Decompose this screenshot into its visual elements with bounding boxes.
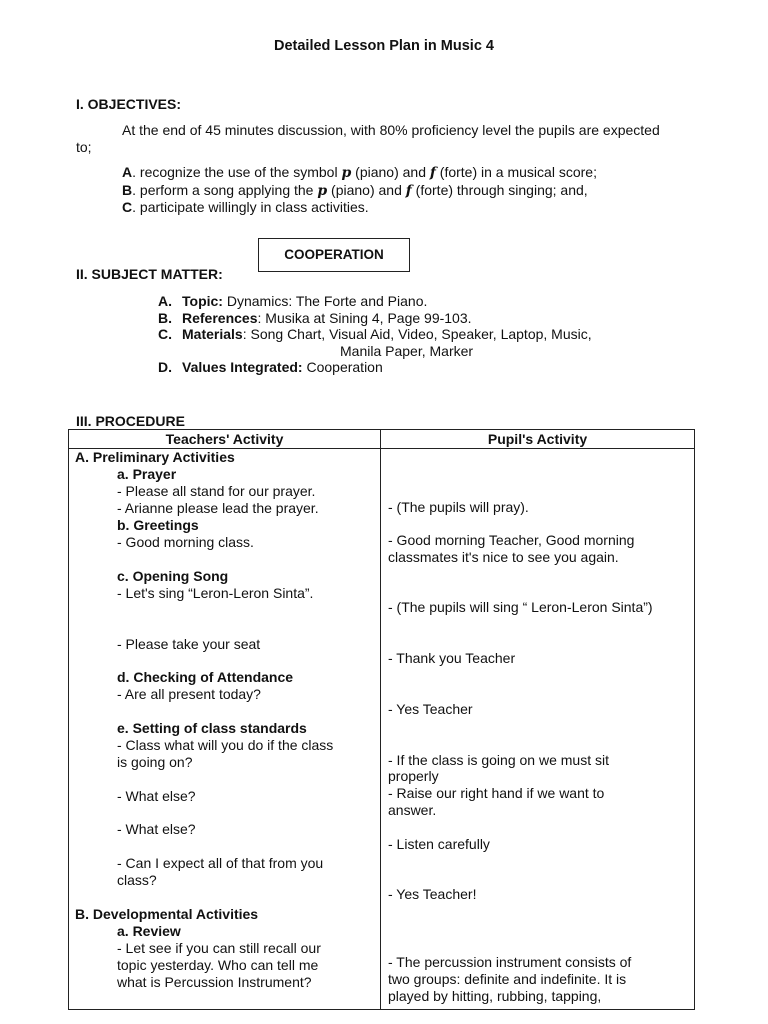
subject-matter-list — [158, 293, 688, 376]
pupil-activity-line: properly — [388, 768, 439, 784]
teacher-activity-line: d. Checking of Attendance — [117, 669, 294, 685]
subject-item-materials-cont: Manila Paper, Marker — [340, 342, 474, 359]
teacher-activity-line: e. Setting of class standards — [117, 720, 307, 736]
value-box: COOPERATION — [258, 238, 410, 272]
teacher-activity-line: - Please take your seat — [117, 636, 261, 652]
pupil-activity-line: answer. — [388, 802, 437, 818]
teacher-activity-cell — [69, 449, 381, 1010]
pupil-activity-line: - Good morning Teacher, Good morning — [388, 532, 635, 548]
teacher-activity-line: - Can I expect all of that from you — [117, 855, 324, 871]
pupil-activity-line: - The percussion instrument consists of — [388, 954, 632, 970]
objectives-heading: I. OBJECTIVES: — [76, 96, 182, 112]
objectives-list — [76, 164, 676, 216]
pupil-activity-line: - Thank you Teacher — [388, 650, 516, 666]
subject-item-materials: C. Materials: Song Chart, Visual Aid, Video, Speaker, Laptop, Music, — [158, 326, 592, 342]
teacher-activity-line: b. Greetings — [117, 517, 199, 533]
objective-item-b: B. perform a song applying the p (piano) and f (forte) through singing; and, — [122, 181, 588, 199]
objective-item-a: A. recognize the use of the symbol p (piano) and f (forte) in a musical score; — [122, 164, 597, 181]
subject-matter-heading: II. SUBJECT MATTER: — [76, 266, 223, 282]
teacher-activity-line: - Let's sing “Leron-Leron Sinta”. — [117, 585, 314, 601]
objectives-section — [76, 122, 676, 216]
teacher-activity-line: a. Review — [117, 923, 181, 939]
pupil-activity-line: - Yes Teacher — [388, 701, 473, 717]
teacher-activity-line: - What else? — [117, 821, 196, 837]
pupil-activity-line: played by hitting, rubbing, tapping, — [388, 988, 602, 1004]
subject-item-values: D. Values Integrated: Cooperation — [158, 359, 383, 375]
teacher-activity-line: - Please all stand for our prayer. — [117, 483, 316, 499]
pupil-activity-line: - Raise our right hand if we want to — [388, 785, 605, 801]
pupil-activity-line: - (The pupils will pray). — [388, 499, 529, 515]
teacher-activity-line: - Are all present today? — [117, 686, 261, 702]
teacher-activity-line: - What else? — [117, 788, 196, 804]
teacher-activity-line: is going on? — [117, 754, 193, 770]
pupil-column-header: Pupil's Activity — [381, 430, 695, 449]
teacher-activity-line: c. Opening Song — [117, 568, 229, 584]
pupil-activity-line: - Yes Teacher! — [388, 886, 477, 902]
teacher-activity-line: topic yesterday. Who can tell me — [117, 957, 319, 973]
teacher-activity-line: B. Developmental Activities — [75, 906, 259, 922]
subject-item-references: B. References: Musika at Sining 4, Page 99-103. — [158, 309, 472, 326]
teacher-activity-line: class? — [117, 872, 157, 888]
teacher-activity-line: - Let see if you can still recall our — [117, 940, 321, 956]
teacher-activity-line: - Good morning class. — [117, 534, 254, 550]
teacher-column-header: Teachers' Activity — [69, 430, 381, 449]
pupil-activity-cell — [381, 449, 695, 1010]
pupil-activity-line: - Listen carefully — [388, 836, 490, 852]
pupil-activity-line: classmates it's nice to see you again. — [388, 549, 619, 565]
teacher-activity-line: - Arianne please lead the prayer. — [117, 500, 319, 516]
procedure-table — [68, 429, 695, 1010]
objective-item-c: C. participate willingly in class activities. — [122, 199, 369, 215]
document-title: Detailed Lesson Plan in Music 4 — [274, 38, 494, 54]
teacher-activity-line: - Class what will you do if the class — [117, 737, 334, 753]
pupil-activity-line: - If the class is going on we must sit — [388, 752, 609, 768]
pupil-activity-line: two groups: definite and indefinite. It is — [388, 971, 627, 987]
subject-item-topic: A. Topic: Dynamics: The Forte and Piano. — [158, 293, 428, 309]
teacher-activity-line: A. Preliminary Activities — [75, 449, 235, 465]
teacher-activity-line: a. Prayer — [117, 466, 177, 482]
pupil-activity-line: - (The pupils will sing “ Leron-Leron Sinta”) — [388, 599, 653, 615]
procedure-heading: III. PROCEDURE — [76, 413, 185, 429]
teacher-activity-line: what is Percussion Instrument? — [117, 974, 312, 990]
objectives-intro: At the end of 45 minutes discussion, with 80% proficiency level the pupils are expected to; — [76, 122, 660, 155]
